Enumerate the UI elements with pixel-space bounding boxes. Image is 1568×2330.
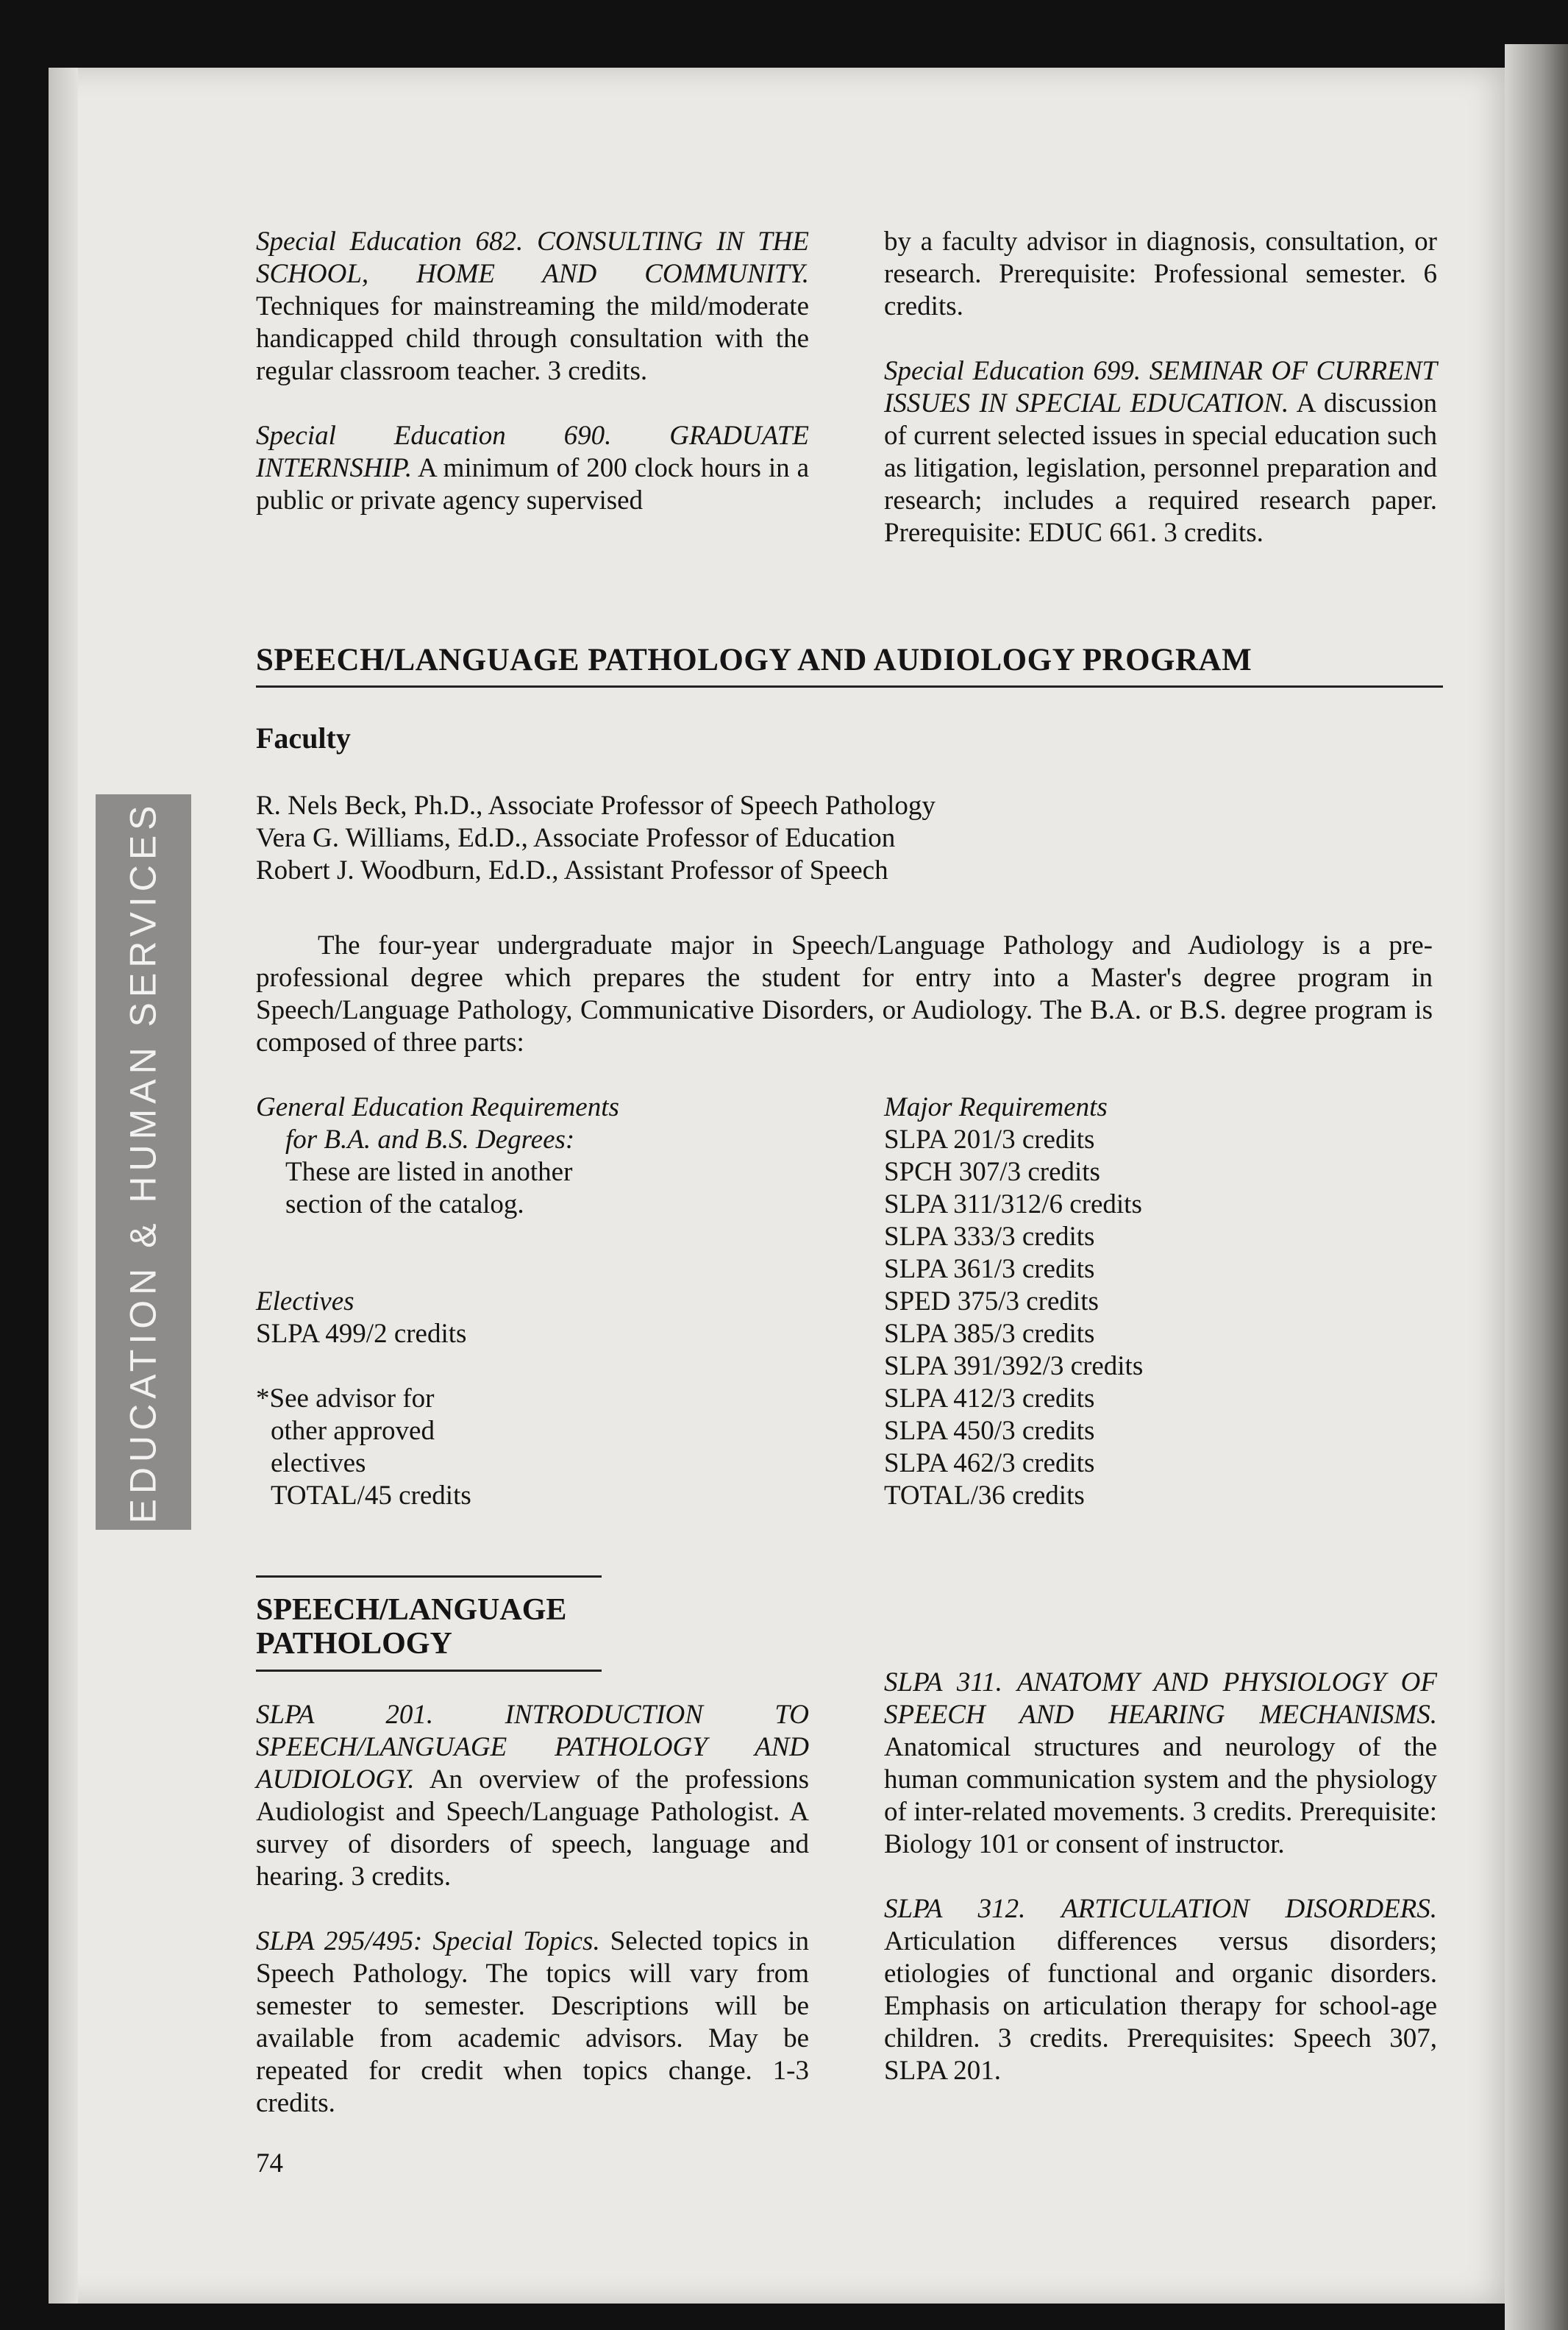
side-tab-label: EDUCATION & HUMAN SERVICES <box>123 800 164 1524</box>
major-item: SLPA 333/3 credits <box>884 1222 1095 1252</box>
course-description: by a faculty advisor in diagnosis, consultation, or research. Prerequisite: Professional semester. 6 credits. <box>884 227 1437 321</box>
major-item: SLPA 201/3 credits <box>884 1125 1095 1155</box>
electives-line: SLPA 499/2 credits <box>256 1319 467 1349</box>
course-code: SLPA 312. <box>884 1894 1026 1924</box>
course-title: CONSULTING IN THE SCHOOL, HOME AND COMMUNITY. <box>256 227 809 289</box>
general-education-block <box>256 1091 785 1221</box>
electives-block <box>256 1286 785 1512</box>
major-list <box>884 1124 1414 1512</box>
program-heading: SPEECH/LANGUAGE PATHOLOGY AND AUDIOLOGY PROGRAM <box>256 643 1252 677</box>
page-binding <box>49 68 78 2304</box>
course-code: SLPA 311. <box>884 1667 1002 1697</box>
program-intro: The four-year undergraduate major in Speech/Language Pathology and Audiology is a pre-professional degree which prepares the student for entry into a Master's degree program in Speech/Language Pathology, Communicative Disorders, or Audiology. The B.A. or B.S. degree program is composed of three parts: <box>256 930 1433 1058</box>
course-entry-continued <box>884 226 1437 323</box>
slp-heading <box>256 1593 566 1661</box>
major-title: Major Requirements <box>884 1092 1108 1122</box>
major-item: SLPA 412/3 credits <box>884 1383 1095 1414</box>
top-right-column <box>884 226 1437 549</box>
course-title: INTRODUCTION TO SPEECH/LANGUAGE PATHOLOGY AND AUDIOLOGY. <box>256 1700 809 1795</box>
faculty-member: Robert J. Woodburn, Ed.D., Assistant Professor of Speech <box>256 855 888 886</box>
major-item: SPED 375/3 credits <box>884 1286 1099 1317</box>
major-item: SPCH 307/3 credits <box>884 1157 1100 1187</box>
course-description: Techniques for mainstreaming the mild/moderate handicapped child through consultation with the regular classroom teacher. 3 credits. <box>256 291 809 386</box>
course-title: GRADUATE INTERNSHIP. <box>256 421 809 483</box>
major-item: SLPA 462/3 credits <box>884 1448 1095 1478</box>
faculty-heading: Faculty <box>256 722 351 755</box>
faculty-member: R. Nels Beck, Ph.D., Associate Professor of Speech Pathology <box>256 791 936 821</box>
course-title: SEMINAR OF CURRENT ISSUES IN SPECIAL EDUCATION. <box>884 356 1437 418</box>
course-code: Special Education 682. <box>256 227 524 257</box>
course-entry <box>884 355 1437 549</box>
course-title: Special Topics. <box>432 1926 600 1956</box>
faculty-member: Vera G. Williams, Ed.D., Associate Professor of Education <box>256 823 896 853</box>
course-description: A minimum of 200 clock hours in a public or private agency supervised <box>256 453 809 516</box>
course-code: Special Education 699. <box>884 356 1141 386</box>
major-total: TOTAL/36 credits <box>884 1481 1085 1511</box>
course-description: Selected topics in Speech Pathology. The topics will vary from semester to semester. Descriptions will be available from academic advisors. May be repeated for credit when topics change. 1-3 credits. <box>256 1926 809 2118</box>
course-entry <box>884 1667 1437 1861</box>
course-description: An overview of the professions Audiologist and Speech/Language Pathologist. A survey of disorders of speech, language and hearing. 3 credits. <box>256 1764 809 1892</box>
gen-ed-title-2: for B.A. and B.S. Degrees: <box>285 1125 575 1155</box>
faculty-list <box>256 790 1433 887</box>
course-code: SLPA 295/495: <box>256 1926 423 1956</box>
gen-ed-title: General Education Requirements <box>256 1092 619 1122</box>
electives-note: other approved <box>271 1416 435 1446</box>
top-left-column <box>256 226 809 517</box>
course-title: ARTICULATION DISORDERS. <box>1061 1894 1438 1924</box>
major-item: SLPA 361/3 credits <box>884 1254 1095 1284</box>
page-edge <box>1505 44 1568 2330</box>
major-item: SLPA 391/392/3 credits <box>884 1351 1144 1381</box>
electives-total: TOTAL/45 credits <box>271 1481 471 1511</box>
gen-ed-note: These are listed in another <box>285 1157 573 1187</box>
course-title: ANATOMY AND PHYSIOLOGY OF SPEECH AND HEARING MECHANISMS. <box>884 1667 1437 1730</box>
subheading-rule-bottom <box>256 1670 602 1672</box>
course-description: Anatomical structures and neurology of the human communication system and the physiology of inter-related movements. 3 credits. Prerequisite: Biology 101 or consent of instructor. <box>884 1732 1437 1859</box>
slp-heading-line: SPEECH/LANGUAGE <box>256 1593 567 1627</box>
side-section-tab <box>96 794 191 1530</box>
subheading-rule-top <box>256 1575 602 1578</box>
major-requirements-block <box>884 1091 1414 1512</box>
major-item: SLPA 385/3 credits <box>884 1319 1095 1349</box>
course-entry <box>256 1699 809 1893</box>
course-entry <box>256 420 809 517</box>
electives-title: Electives <box>256 1286 354 1317</box>
page-number: 74 <box>256 2148 283 2178</box>
bottom-left-column <box>256 1699 809 2120</box>
bottom-right-column <box>884 1667 1437 2087</box>
gen-ed-note: section of the catalog. <box>285 1189 524 1219</box>
course-description: Articulation differences versus disorders; etiologies of functional and organic disorders. Emphasis on articulation therapy for school-age children. 3 credits. Prerequisites: Speech 307, SLPA 201. <box>884 1926 1437 2086</box>
course-entry <box>256 226 809 388</box>
major-item: SLPA 311/312/6 credits <box>884 1189 1142 1219</box>
slp-heading-line: PATHOLOGY <box>256 1627 452 1661</box>
course-entry <box>256 1925 809 2120</box>
electives-note: electives <box>271 1448 366 1478</box>
major-item: SLPA 450/3 credits <box>884 1416 1095 1446</box>
heading-rule <box>256 685 1443 688</box>
course-code: SLPA 201. <box>256 1700 434 1730</box>
electives-note: *See advisor for <box>256 1383 435 1414</box>
course-code: Special Education 690. <box>256 421 612 451</box>
course-entry <box>884 1893 1437 2087</box>
course-description: A discussion of current selected issues in special education such as litigation, legislation, personnel preparation and research; includes a required research paper. Prerequisite: EDUC 661. 3 credits. <box>884 388 1437 548</box>
